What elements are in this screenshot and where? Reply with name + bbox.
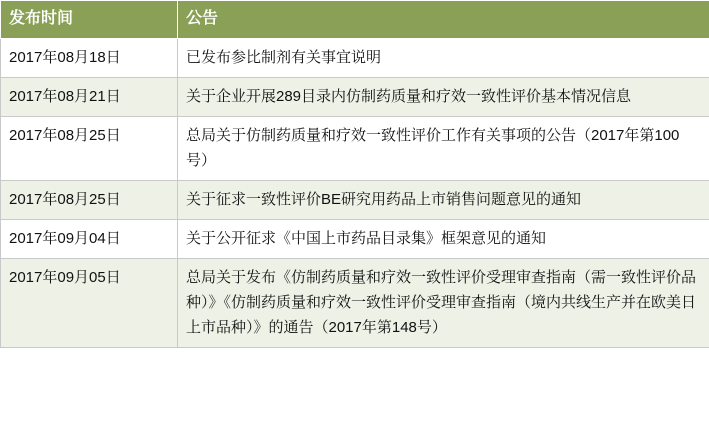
cell-announcement: 总局关于发布《仿制药质量和疗效一致性评价受理审查指南（需一致性评价品种）》《仿制药质量和疗效一致性评价受理审查指南（境内共线生产并在欧美日上市品种）》的通告（2017年第148号） xyxy=(178,259,709,348)
cell-announcement: 总局关于仿制药质量和疗效一致性评价工作有关事项的公告（2017年第100号） xyxy=(178,117,709,181)
cell-announcement: 关于企业开展289目录内仿制药质量和疗效一致性评价基本情况信息 xyxy=(178,78,709,117)
cell-date: 2017年08月18日 xyxy=(1,39,178,78)
column-header-date: 发布时间 xyxy=(1,1,178,39)
column-header-announcement: 公告 xyxy=(178,1,709,39)
table-header-row xyxy=(1,1,709,39)
cell-date: 2017年08月25日 xyxy=(1,181,178,220)
table-body xyxy=(1,39,709,348)
table-row xyxy=(1,39,709,78)
cell-announcement: 关于公开征求《中国上市药品目录集》框架意见的通知 xyxy=(178,220,709,259)
cell-announcement: 关于征求一致性评价BE研究用药品上市销售问题意见的通知 xyxy=(178,181,709,220)
cell-date: 2017年08月21日 xyxy=(1,78,178,117)
cell-announcement: 已发布参比制剂有关事宜说明 xyxy=(178,39,709,78)
table-row xyxy=(1,78,709,117)
table-row xyxy=(1,259,709,348)
cell-date: 2017年09月04日 xyxy=(1,220,178,259)
table-row xyxy=(1,117,709,181)
table-row xyxy=(1,220,709,259)
cell-date: 2017年09月05日 xyxy=(1,259,178,348)
table-row xyxy=(1,181,709,220)
cell-date: 2017年08月25日 xyxy=(1,117,178,181)
table-header xyxy=(1,1,709,39)
